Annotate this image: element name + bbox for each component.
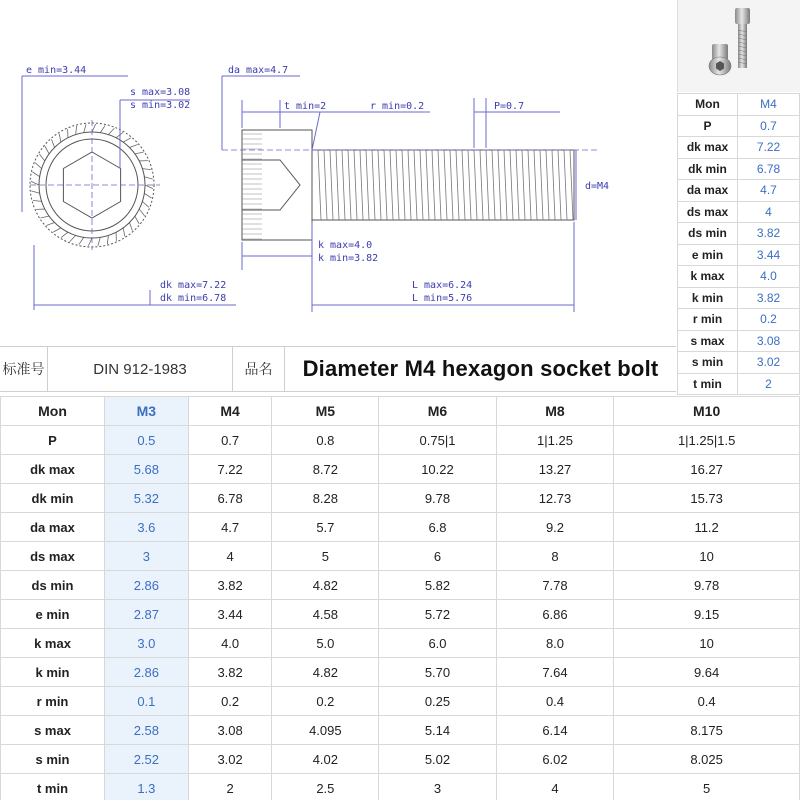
value-cell: 6 bbox=[379, 542, 497, 571]
param-name-cell: r min bbox=[1, 687, 105, 716]
da-max-label: da max=4.7 bbox=[228, 65, 289, 76]
m4-spec-table bbox=[677, 93, 800, 395]
column-header: M10 bbox=[614, 397, 800, 426]
side-param-name: k max bbox=[678, 266, 738, 288]
side-table-row bbox=[678, 373, 800, 395]
param-name-cell: k max bbox=[1, 629, 105, 658]
value-cell: 0.5 bbox=[105, 426, 189, 455]
value-cell: 4.82 bbox=[272, 571, 379, 600]
table-row bbox=[1, 455, 800, 484]
side-table-row bbox=[678, 309, 800, 331]
value-cell: 5.02 bbox=[379, 745, 497, 774]
value-cell: 5.68 bbox=[105, 455, 189, 484]
t-min-label: t min=2 bbox=[284, 101, 327, 112]
table-row bbox=[1, 716, 800, 745]
value-cell: 2.58 bbox=[105, 716, 189, 745]
param-name-cell: k min bbox=[1, 658, 105, 687]
r-min-label: r min=0.2 bbox=[370, 101, 425, 112]
side-param-value: 3.82 bbox=[738, 287, 800, 309]
value-cell: 8 bbox=[496, 542, 614, 571]
value-cell: 9.15 bbox=[614, 600, 800, 629]
value-cell: 8.28 bbox=[272, 484, 379, 513]
value-cell: 4 bbox=[496, 774, 614, 800]
value-cell: 3.44 bbox=[188, 600, 272, 629]
value-cell: 0.1 bbox=[105, 687, 189, 716]
L-max-label: L max=6.24 bbox=[412, 280, 473, 291]
value-cell: 6.78 bbox=[188, 484, 272, 513]
table-row bbox=[1, 658, 800, 687]
value-cell: 3.82 bbox=[188, 658, 272, 687]
value-cell: 0.4 bbox=[614, 687, 800, 716]
pitch-label: P=0.7 bbox=[494, 101, 525, 112]
side-param-value: 4.7 bbox=[738, 180, 800, 202]
value-cell: 5.32 bbox=[105, 484, 189, 513]
value-cell: 0.4 bbox=[496, 687, 614, 716]
value-cell: 5.0 bbox=[272, 629, 379, 658]
side-table-row bbox=[678, 223, 800, 245]
table-row bbox=[1, 774, 800, 800]
side-param-name: da max bbox=[678, 180, 738, 202]
value-cell: 9.2 bbox=[496, 513, 614, 542]
table-row bbox=[1, 542, 800, 571]
table-row bbox=[1, 600, 800, 629]
value-cell: 4.82 bbox=[272, 658, 379, 687]
param-name-cell: dk min bbox=[1, 484, 105, 513]
value-cell: 3.02 bbox=[188, 745, 272, 774]
value-cell: 3.82 bbox=[188, 571, 272, 600]
value-cell: 6.86 bbox=[496, 600, 614, 629]
side-table-row bbox=[678, 330, 800, 352]
value-cell: 9.78 bbox=[614, 571, 800, 600]
value-cell: 4.7 bbox=[188, 513, 272, 542]
s-max-label: s max=3.08 bbox=[130, 87, 191, 98]
value-cell: 2.86 bbox=[105, 658, 189, 687]
value-cell: 4.58 bbox=[272, 600, 379, 629]
value-cell: 0.8 bbox=[272, 426, 379, 455]
value-cell: 6.8 bbox=[379, 513, 497, 542]
value-cell: 7.64 bbox=[496, 658, 614, 687]
side-param-name: dk min bbox=[678, 158, 738, 180]
value-cell: 8.72 bbox=[272, 455, 379, 484]
side-table-row bbox=[678, 180, 800, 202]
value-cell: 10 bbox=[614, 629, 800, 658]
value-cell: 9.78 bbox=[379, 484, 497, 513]
side-param-name: dk max bbox=[678, 137, 738, 159]
value-cell: 2.86 bbox=[105, 571, 189, 600]
value-cell: 16.27 bbox=[614, 455, 800, 484]
side-table-row bbox=[678, 94, 800, 116]
value-cell: 3 bbox=[105, 542, 189, 571]
side-param-value: 3.08 bbox=[738, 330, 800, 352]
value-cell: 7.22 bbox=[188, 455, 272, 484]
value-cell: 9.64 bbox=[614, 658, 800, 687]
value-cell: 5.70 bbox=[379, 658, 497, 687]
table-row bbox=[1, 571, 800, 600]
param-name-cell: P bbox=[1, 426, 105, 455]
side-param-name: Mon bbox=[678, 94, 738, 116]
table-row bbox=[1, 484, 800, 513]
table-row bbox=[1, 629, 800, 658]
value-cell: 5.7 bbox=[272, 513, 379, 542]
value-cell: 0.7 bbox=[188, 426, 272, 455]
table-header-row bbox=[1, 397, 800, 426]
value-cell: 1.3 bbox=[105, 774, 189, 800]
value-cell: 3 bbox=[379, 774, 497, 800]
value-cell: 3.08 bbox=[188, 716, 272, 745]
standard-label: 标准号 bbox=[0, 347, 48, 391]
table-row bbox=[1, 513, 800, 542]
side-param-name: ds max bbox=[678, 201, 738, 223]
value-cell: 4 bbox=[188, 542, 272, 571]
side-param-name: k min bbox=[678, 287, 738, 309]
table-row bbox=[1, 745, 800, 774]
e-min-label: e min=3.44 bbox=[26, 65, 87, 76]
value-cell: 10.22 bbox=[379, 455, 497, 484]
value-cell: 5.14 bbox=[379, 716, 497, 745]
dk-max-label: dk max=7.22 bbox=[160, 280, 227, 291]
side-table-row bbox=[678, 352, 800, 374]
value-cell: 2.52 bbox=[105, 745, 189, 774]
technical-drawing bbox=[0, 0, 676, 340]
value-cell: 4.02 bbox=[272, 745, 379, 774]
value-cell: 8.0 bbox=[496, 629, 614, 658]
value-cell: 0.75|1 bbox=[379, 426, 497, 455]
value-cell: 1|1.25 bbox=[496, 426, 614, 455]
side-param-value: 0.7 bbox=[738, 115, 800, 137]
d-label: d=M4 bbox=[585, 181, 610, 192]
value-cell: 8.025 bbox=[614, 745, 800, 774]
param-name-cell: da max bbox=[1, 513, 105, 542]
value-cell: 4.0 bbox=[188, 629, 272, 658]
param-name-cell: dk max bbox=[1, 455, 105, 484]
head-end-view bbox=[30, 120, 160, 250]
value-cell: 5 bbox=[272, 542, 379, 571]
value-cell: 10 bbox=[614, 542, 800, 571]
param-name-cell: ds max bbox=[1, 542, 105, 571]
value-cell: 6.0 bbox=[379, 629, 497, 658]
bolt-side-view bbox=[222, 130, 600, 240]
value-cell: 5.82 bbox=[379, 571, 497, 600]
column-header: M4 bbox=[188, 397, 272, 426]
side-param-value: M4 bbox=[738, 94, 800, 116]
size-spec-table bbox=[0, 396, 800, 800]
value-cell: 0.25 bbox=[379, 687, 497, 716]
bolt-photo-illustration bbox=[678, 0, 800, 92]
product-name-label: 品名 bbox=[233, 347, 285, 391]
product-title: Diameter M4 hexagon socket bolt bbox=[302, 356, 659, 381]
value-cell: 5.72 bbox=[379, 600, 497, 629]
side-param-value: 0.2 bbox=[738, 309, 800, 331]
value-cell: 5 bbox=[614, 774, 800, 800]
column-header: M5 bbox=[272, 397, 379, 426]
side-param-name: s min bbox=[678, 352, 738, 374]
side-param-name: t min bbox=[678, 373, 738, 395]
side-table-row bbox=[678, 244, 800, 266]
side-param-value: 2 bbox=[738, 373, 800, 395]
k-max-label: k max=4.0 bbox=[318, 240, 373, 251]
value-cell: 4.095 bbox=[272, 716, 379, 745]
value-cell: 15.73 bbox=[614, 484, 800, 513]
side-param-value: 4 bbox=[738, 201, 800, 223]
table-row bbox=[1, 426, 800, 455]
table-row bbox=[1, 687, 800, 716]
side-table-row bbox=[678, 115, 800, 137]
param-name-cell: t min bbox=[1, 774, 105, 800]
column-header: M3 bbox=[105, 397, 189, 426]
value-cell: 8.175 bbox=[614, 716, 800, 745]
value-cell: 0.2 bbox=[188, 687, 272, 716]
side-table-row bbox=[678, 158, 800, 180]
L-min-label: L min=5.76 bbox=[412, 293, 473, 304]
value-cell: 6.02 bbox=[496, 745, 614, 774]
side-param-name: P bbox=[678, 115, 738, 137]
standard-value: DIN 912-1983 bbox=[48, 347, 233, 391]
title-bar bbox=[0, 346, 676, 392]
value-cell: 13.27 bbox=[496, 455, 614, 484]
param-name-cell: s min bbox=[1, 745, 105, 774]
param-name-cell: s max bbox=[1, 716, 105, 745]
value-cell: 3.6 bbox=[105, 513, 189, 542]
side-table-row bbox=[678, 137, 800, 159]
k-min-label: k min=3.82 bbox=[318, 253, 379, 264]
bolt-dimension-drawing bbox=[0, 0, 676, 340]
value-cell: 1|1.25|1.5 bbox=[614, 426, 800, 455]
side-param-value: 3.82 bbox=[738, 223, 800, 245]
value-cell: 2.87 bbox=[105, 600, 189, 629]
value-cell: 3.0 bbox=[105, 629, 189, 658]
value-cell: 12.73 bbox=[496, 484, 614, 513]
side-param-name: e min bbox=[678, 244, 738, 266]
side-param-name: s max bbox=[678, 330, 738, 352]
value-cell: 11.2 bbox=[614, 513, 800, 542]
dk-min-label: dk min=6.78 bbox=[160, 293, 227, 304]
value-cell: 2 bbox=[188, 774, 272, 800]
value-cell: 0.2 bbox=[272, 687, 379, 716]
side-table-row bbox=[678, 287, 800, 309]
side-table-row bbox=[678, 266, 800, 288]
value-cell: 7.78 bbox=[496, 571, 614, 600]
column-header: M8 bbox=[496, 397, 614, 426]
side-param-value: 3.44 bbox=[738, 244, 800, 266]
param-name-cell: e min bbox=[1, 600, 105, 629]
s-min-label: s min=3.02 bbox=[130, 100, 191, 111]
column-header: Mon bbox=[1, 397, 105, 426]
param-name-cell: ds min bbox=[1, 571, 105, 600]
side-table-row bbox=[678, 201, 800, 223]
side-param-value: 6.78 bbox=[738, 158, 800, 180]
side-param-name: ds min bbox=[678, 223, 738, 245]
value-cell: 6.14 bbox=[496, 716, 614, 745]
side-param-value: 4.0 bbox=[738, 266, 800, 288]
side-param-value: 3.02 bbox=[738, 352, 800, 374]
bolt-photo bbox=[677, 0, 800, 92]
column-header: M6 bbox=[379, 397, 497, 426]
side-param-name: r min bbox=[678, 309, 738, 331]
side-param-value: 7.22 bbox=[738, 137, 800, 159]
value-cell: 2.5 bbox=[272, 774, 379, 800]
